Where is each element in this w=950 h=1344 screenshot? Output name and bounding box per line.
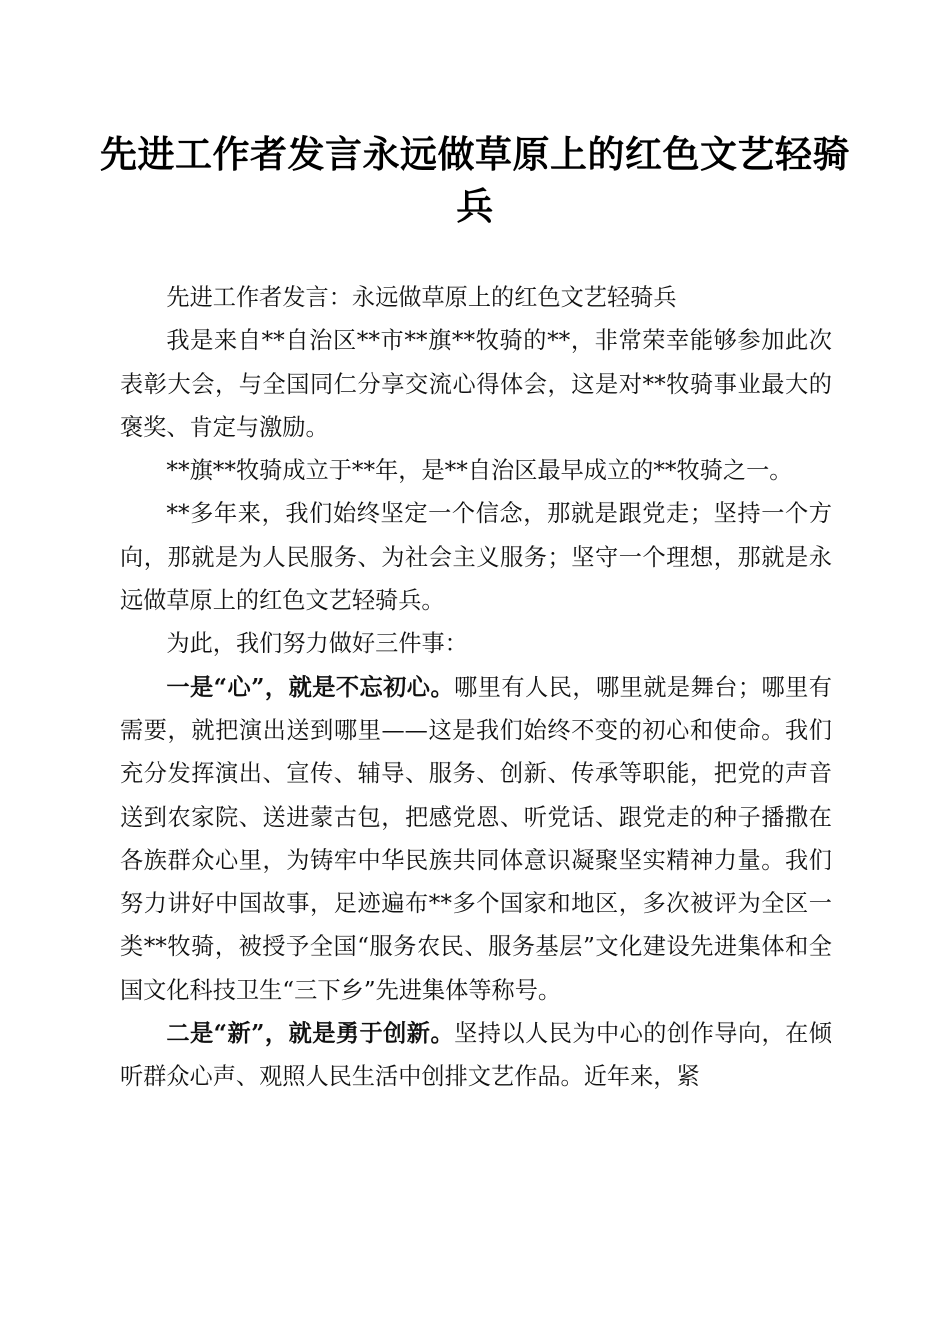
paragraph-text: 哪里有人民，哪里就是舞台；哪里有需要，就把演出送到哪里——这是我们始终不变的初心和使命。我们充分发挥演出、宣传、辅导、服务、创新、传承等职能，把党的声音送到农家院、送进蒙古包，把感党恩、听党话、跟党走的种子播撒在各族群众心里，为铸牢中华民族共同体意识凝聚坚实精神力量。我们努力讲好中国故事，足迹遍布**多个国家和地区，多次被评为全区一类**牧骑，被授予全国“服务农民、服务基层”文化建设先进集体和全国文化科技卫生“三下乡”先进集体等称号。 <box>120 673 832 1004</box>
paragraph-text: **多年来，我们始终坚定一个信念，那就是跟党走；坚持一个方向，那就是为人民服务、为社会主义服务；坚守一个理想，那就是永远做草原上的红色文艺轻骑兵。 <box>120 500 832 615</box>
paragraph-lead: 二是“新”，就是勇于创新。 <box>166 1020 455 1048</box>
paragraph-point-one <box>120 666 832 1012</box>
paragraph-text: 我是来自**自治区**市**旗**牧骑的**，非常荣幸能够参加此次表彰大会，与全国同仁分享交流心得体会，这是对**牧骑事业最大的褒奖、肯定与激励。 <box>120 327 832 441</box>
paragraph-self-introduction <box>120 319 832 449</box>
paragraph-founding <box>120 449 832 492</box>
paragraph-text: **旗**牧骑成立于**年，是**自治区最早成立的**牧骑之一。 <box>166 457 793 485</box>
paragraph-point-two <box>120 1012 832 1099</box>
paragraph-text: 坚持以人民为中心的创作导向，在倾听群众心声、观照人民生活中创排文艺作品。近年来，紧 <box>120 1020 832 1091</box>
paragraph-text: 先进工作者发言：永远做草原上的红色文艺轻骑兵 <box>166 284 677 311</box>
paragraph-three-things <box>120 622 832 665</box>
document-body <box>120 276 832 1099</box>
paragraph-intro-heading <box>120 276 832 319</box>
document-title: 先进工作者发言永远做草原上的红色文艺轻骑兵 <box>100 132 850 228</box>
paragraph-lead: 一是“心”，就是不忘初心。 <box>166 673 455 701</box>
paragraph-text: 为此，我们努力做好三件事： <box>166 630 468 658</box>
paragraph-belief <box>120 492 832 622</box>
